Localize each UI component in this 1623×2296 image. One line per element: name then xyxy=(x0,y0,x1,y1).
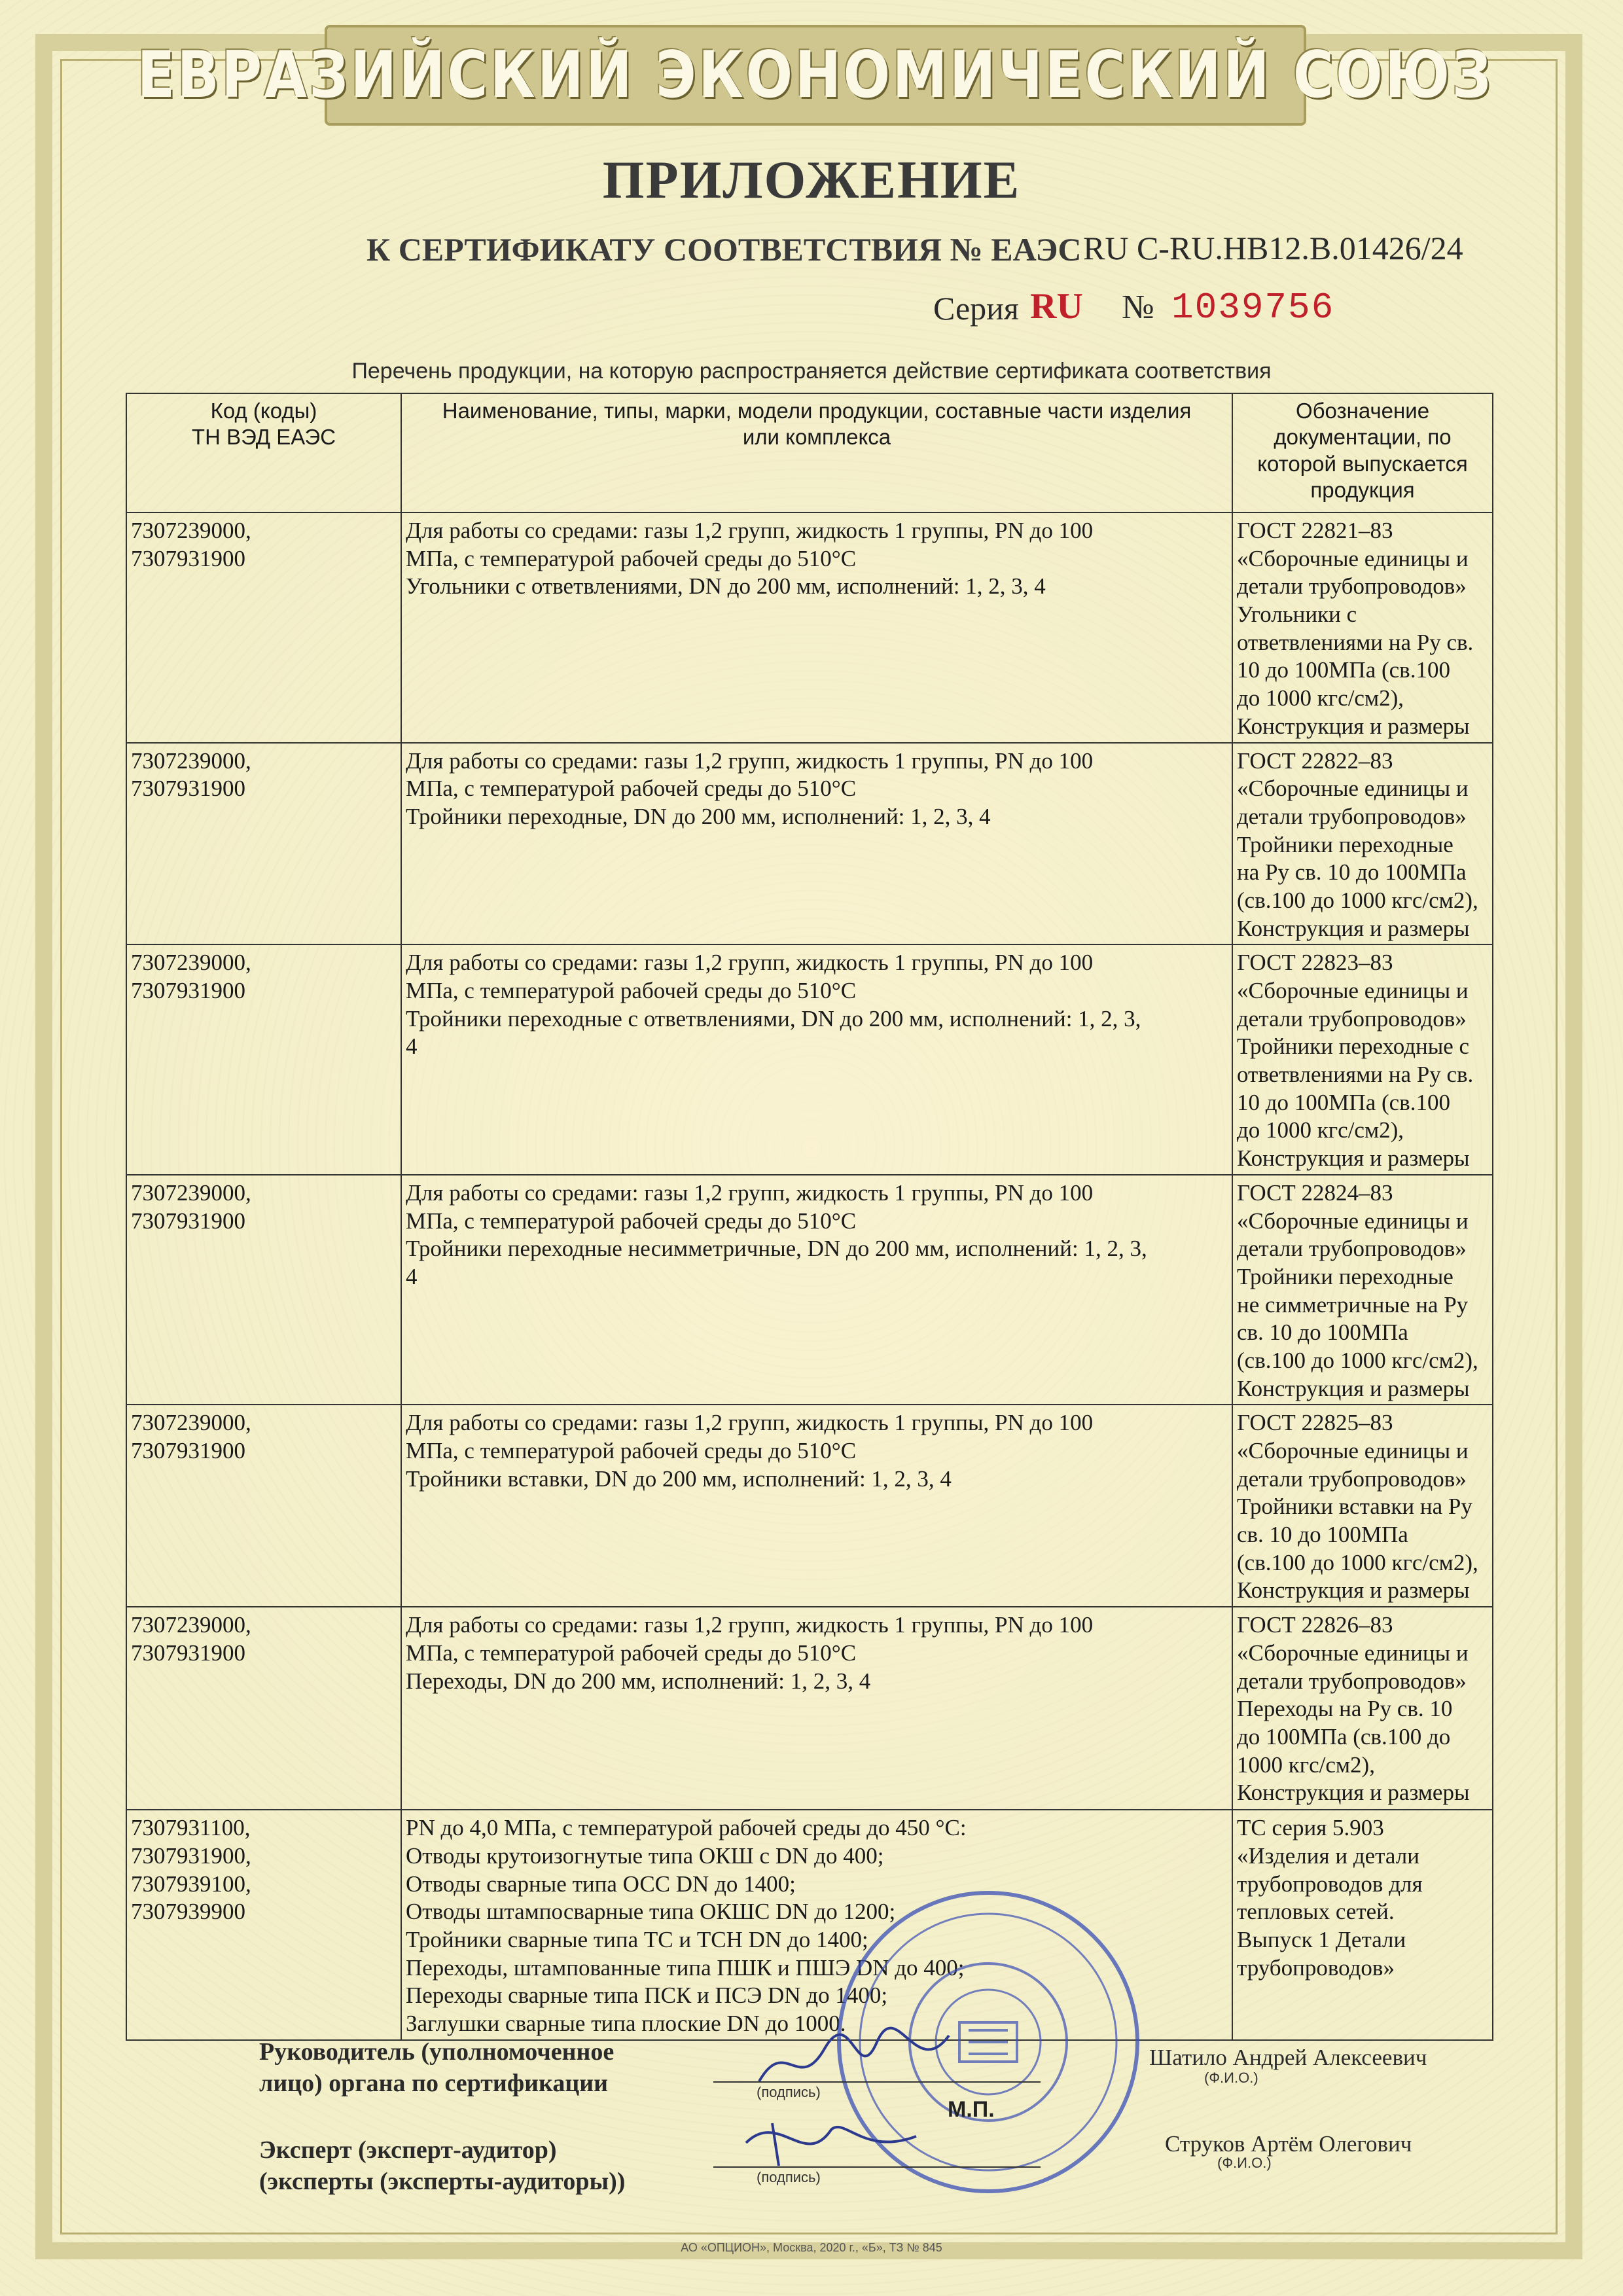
cell-description: Для работы со средами: газы 1,2 групп, жидкость 1 группы, PN до 100 МПа, с температурой рабочей среды до 510°С Переходы, DN до 200 мм, исполнений: 1, 2, 3, 4 xyxy=(401,1607,1232,1810)
header-code: Код (коды) ТН ВЭД ЕАЭС xyxy=(126,393,401,512)
cell-code: 7307239000, 7307931900 xyxy=(126,944,401,1175)
cell-description: Для работы со средами: газы 1,2 групп, жидкость 1 группы, PN до 100 МПа, с температурой рабочей среды до 510°С Тройники вставки, DN до 200 мм, исполнений: 1, 2, 3, 4 xyxy=(401,1405,1232,1607)
union-title: ЕВРАЗИЙСКИЙ ЭКОНОМИЧЕСКИЙ СОЮЗ xyxy=(137,38,1494,113)
head-label: Руководитель (уполномоченное лицо) органа по сертификации xyxy=(259,2038,615,2097)
table-row xyxy=(126,512,1493,743)
cell-doc: ГОСТ 22825–83 «Сборочные единицы и детали трубопроводов» Тройники вставки на Ру св. 10 до 100МПа (св.100 до 1000 кгс/см2), Конструкция и размеры xyxy=(1232,1405,1493,1607)
table-row xyxy=(126,1405,1493,1607)
expert-signature-icon xyxy=(733,2104,929,2176)
union-banner xyxy=(137,25,1494,126)
table-row xyxy=(126,944,1493,1175)
cell-doc: ГОСТ 22826–83 «Сборочные единицы и детали трубопроводов» Переходы на Ру св. 10 до 100МПа (св.100 до 1000 кгс/см2), Конструкция и размеры xyxy=(1232,1607,1493,1810)
expert-name: Струков Артём Олегович xyxy=(1165,2131,1412,2157)
cell-code: 7307239000, 7307931900 xyxy=(126,1175,401,1405)
table-row xyxy=(126,1607,1493,1810)
cell-description: Для работы со средами: газы 1,2 групп, жидкость 1 группы, PN до 100 МПа, с температурой рабочей среды до 510°С Тройники переходные, DN до 200 мм, исполнений: 1, 2, 3, 4 xyxy=(401,743,1232,945)
cell-code: 7307931100, 7307931900, 7307939100, 7307939900 xyxy=(126,1810,401,2040)
cell-description: Для работы со средами: газы 1,2 групп, жидкость 1 группы, PN до 100 МПа, с температурой рабочей среды до 510°С Угольники с ответвлениями, DN до 200 мм, исполнений: 1, 2, 3, 4 xyxy=(401,512,1232,743)
table-row xyxy=(126,1175,1493,1405)
number-sign: № xyxy=(1122,289,1154,326)
cell-doc: ГОСТ 22822–83 «Сборочные единицы и детали трубопроводов» Тройники переходные на Ру св. 10 до 100МПа (св.100 до 1000 кгс/см2), Конструкция и размеры xyxy=(1232,743,1493,945)
table-header-row xyxy=(126,393,1493,512)
cell-doc: ТС серия 5.903 «Изделия и детали трубопроводов для тепловых сетей. Выпуск 1 Детали трубопроводов» xyxy=(1232,1810,1493,2040)
expert-signature-caption: (подпись) xyxy=(757,2169,821,2185)
series-label: Серия xyxy=(933,290,1019,327)
table-row xyxy=(126,743,1493,945)
header-name: Наименование, типы, марки, модели продукции, составные части изделия или комплекса xyxy=(401,393,1232,512)
cell-doc: ГОСТ 22823–83 «Сборочные единицы и детали трубопроводов» Тройники переходные с ответвлениями на Ру св. 10 до 100МПа (св.100 до 1000 кгс/см2), Конструкция и размеры xyxy=(1232,944,1493,1175)
products-table xyxy=(126,393,1493,2041)
document-subtitle: К СЕРТИФИКАТУ СООТВЕТСТВИЯ № ЕАЭС xyxy=(366,231,1082,268)
table-caption: Перечень продукции, на которую распространяется действие сертификата соответствия xyxy=(351,359,1272,384)
cell-code: 7307239000, 7307931900 xyxy=(126,1607,401,1810)
expert-fio-caption: (Ф.И.О.) xyxy=(1217,2155,1272,2171)
document-title: ПРИЛОЖЕНИЕ xyxy=(602,150,1021,209)
cell-code: 7307239000, 7307931900 xyxy=(126,512,401,743)
cell-description: Для работы со средами: газы 1,2 групп, жидкость 1 группы, PN до 100 МПа, с температурой рабочей среды до 510°С Тройники переходные с ответвлениями, DN до 200 мм, исполнений: 1, 2, 3, 4 xyxy=(401,944,1232,1175)
head-signature-line xyxy=(713,2081,1041,2083)
printer-imprint: АО «ОПЦИОН», Москва, 2020 г., «Б», ТЗ № 845 xyxy=(681,2241,942,2254)
head-fio-caption: (Ф.И.О.) xyxy=(1204,2070,1258,2086)
head-name: Шатило Андрей Алексеевич xyxy=(1149,2045,1427,2070)
certificate-number: RU С-RU.НВ12.В.01426/24 xyxy=(1083,230,1463,266)
blank-number: 1039756 xyxy=(1171,287,1335,329)
expert-signature-line xyxy=(713,2166,1041,2168)
cell-doc: ГОСТ 22821–83 «Сборочные единицы и детали трубопроводов» Угольники с ответвлениями на Ру св. 10 до 100МПа (св.100 до 1000 кгс/см2), Конструкция и размеры xyxy=(1232,512,1493,743)
seal-place-label: М.П. xyxy=(948,2097,995,2122)
cell-code: 7307239000, 7307931900 xyxy=(126,1405,401,1607)
cell-description: Для работы со средами: газы 1,2 групп, жидкость 1 группы, PN до 100 МПа, с температурой рабочей среды до 510°С Тройники переходные несимметричные, DN до 200 мм, исполнений: 1, 2, 3, 4 xyxy=(401,1175,1232,1405)
expert-label: Эксперт (эксперт-аудитор) (эксперты (эксперты-аудиторы)) xyxy=(259,2136,626,2195)
header-doc: Обозначение документации, по которой выпускается продукция xyxy=(1232,393,1493,512)
head-signature-caption: (подпись) xyxy=(757,2084,821,2100)
cell-code: 7307239000, 7307931900 xyxy=(126,743,401,945)
table-row xyxy=(126,1810,1493,2040)
series-value: RU xyxy=(1030,286,1083,327)
cell-description: PN до 4,0 МПа, с температурой рабочей среды до 450 °С: Отводы крутоизогнутые типа ОКШ с DN до 400; Отводы сварные типа ОСС DN до 1400; Отводы штампосварные типа ОКШС DN до 1200; Тройники сварные типа ТС и ТСН DN до 1400; Переходы, штампованные типа ПШК и ПШЭ DN до 400; Переходы сварные типа ПСК и ПСЭ DN до 1400; Заглушки сварные типа плоские DN до 1000. xyxy=(401,1810,1232,2040)
cell-doc: ГОСТ 22824–83 «Сборочные единицы и детали трубопроводов» Тройники переходные не симметричные на Ру св. 10 до 100МПа (св.100 до 1000 кгс/см2), Конструкция и размеры xyxy=(1232,1175,1493,1405)
